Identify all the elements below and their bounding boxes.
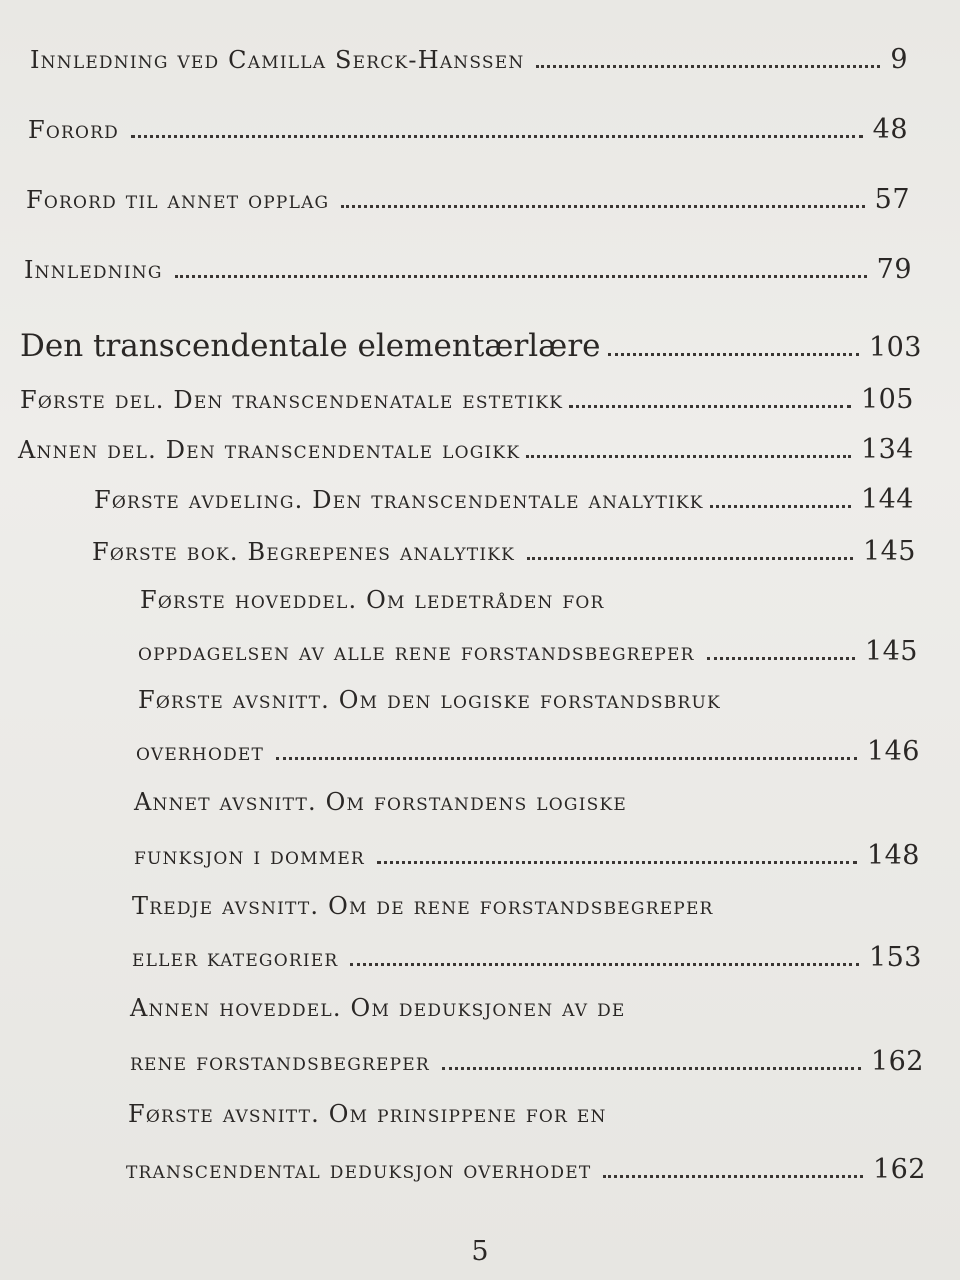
toc-entry-line	[138, 686, 721, 714]
toc-entry-title: Innledning	[24, 256, 163, 284]
dot-leader	[442, 1067, 861, 1070]
toc-entry-page: 162	[870, 1046, 924, 1077]
dot-leader	[131, 135, 863, 138]
toc-entry-page: 146	[866, 736, 920, 767]
dot-leader	[569, 405, 851, 408]
toc-entry	[24, 254, 912, 285]
dot-leader	[710, 505, 851, 508]
toc-entry-page: 9	[890, 44, 908, 75]
toc-entry-page: 105	[860, 384, 914, 415]
section-heading-title: Den transcendentale elementærlære	[20, 328, 601, 364]
toc-entry-page: 134	[860, 434, 914, 465]
toc-entry	[134, 840, 920, 871]
toc-entry-title: funksjon i dommer	[134, 842, 365, 870]
toc-entry-page: 153	[868, 942, 922, 973]
toc-entry-title: Første hoveddel. Om ledetråden for	[140, 586, 605, 614]
toc-entry-line	[140, 586, 605, 614]
toc-entry-line	[130, 994, 626, 1022]
dot-leader	[276, 757, 857, 760]
toc-entry-title: Annen hoveddel. Om deduksjonen av de	[130, 994, 626, 1022]
toc-section-heading	[20, 328, 922, 364]
dot-leader	[608, 353, 858, 356]
toc-entry-title: Første avsnitt. Om den logiske forstandsbruk	[138, 686, 721, 714]
toc-entry-line	[134, 788, 627, 816]
page-number: 5	[471, 1236, 489, 1267]
toc-entry-title: Annen del. Den transcendentale logikk	[18, 436, 521, 464]
dot-leader	[350, 963, 859, 966]
toc-entry	[94, 484, 914, 515]
toc-entry	[28, 114, 908, 145]
toc-entry-title: eller kategorier	[132, 944, 339, 972]
toc-entry	[130, 1046, 924, 1077]
dot-leader	[526, 455, 851, 458]
toc-entry	[136, 736, 920, 767]
toc-entry	[30, 44, 908, 75]
toc-entry-title: Første avsnitt. Om prinsippene for en	[128, 1100, 607, 1128]
toc-entry-title: transcendental deduksjon overhodet	[126, 1156, 592, 1184]
dot-leader	[527, 557, 853, 560]
dot-leader	[175, 275, 867, 278]
toc-entry	[126, 1154, 926, 1185]
toc-entry-page: 145	[864, 636, 918, 667]
toc-entry-page: 145	[862, 536, 916, 567]
toc-entry	[18, 434, 914, 465]
toc-entry-title: Første avdeling. Den transcendentale analytikk	[94, 486, 704, 514]
toc-entry-page: 48	[872, 114, 908, 145]
dot-leader	[377, 861, 857, 864]
toc-entry	[92, 536, 916, 567]
toc-entry-title: Innledning ved Camilla Serck-Hanssen	[30, 46, 525, 74]
dot-leader	[341, 205, 864, 208]
toc-entry-title: Første bok. Begrepenes analytikk	[92, 538, 516, 566]
toc-entry-title: Annet avsnitt. Om forstandens logiske	[134, 788, 627, 816]
toc-entry-page: 144	[860, 484, 914, 515]
toc-entry	[138, 636, 918, 667]
dot-leader	[707, 657, 855, 660]
toc-entry	[20, 384, 914, 415]
dot-leader	[536, 65, 880, 68]
toc-entry-title: rene forstandsbegreper	[130, 1048, 430, 1076]
toc-entry-page: 103	[868, 332, 922, 363]
toc-entry	[26, 184, 910, 215]
toc-entry-title: Tredje avsnitt. Om de rene forstandsbegreper	[132, 892, 714, 920]
toc-entry-title: overhodet	[136, 738, 265, 766]
toc-entry-page: 162	[872, 1154, 926, 1185]
toc-entry-line	[128, 1100, 607, 1128]
toc-entry-title: Forord til annet opplag	[26, 186, 330, 214]
toc-entry-title: oppdagelsen av alle rene forstandsbegreper	[138, 638, 695, 666]
dot-leader	[603, 1175, 863, 1178]
toc-entry-page: 79	[876, 254, 912, 285]
toc-entry-title: Forord	[28, 116, 119, 144]
toc-entry-page: 148	[866, 840, 920, 871]
toc-entry	[132, 942, 922, 973]
toc-entry-title: Første del. Den transcendenatale estetikk	[20, 386, 564, 414]
toc-entry-page: 57	[874, 184, 910, 215]
toc-entry-line	[132, 892, 714, 920]
